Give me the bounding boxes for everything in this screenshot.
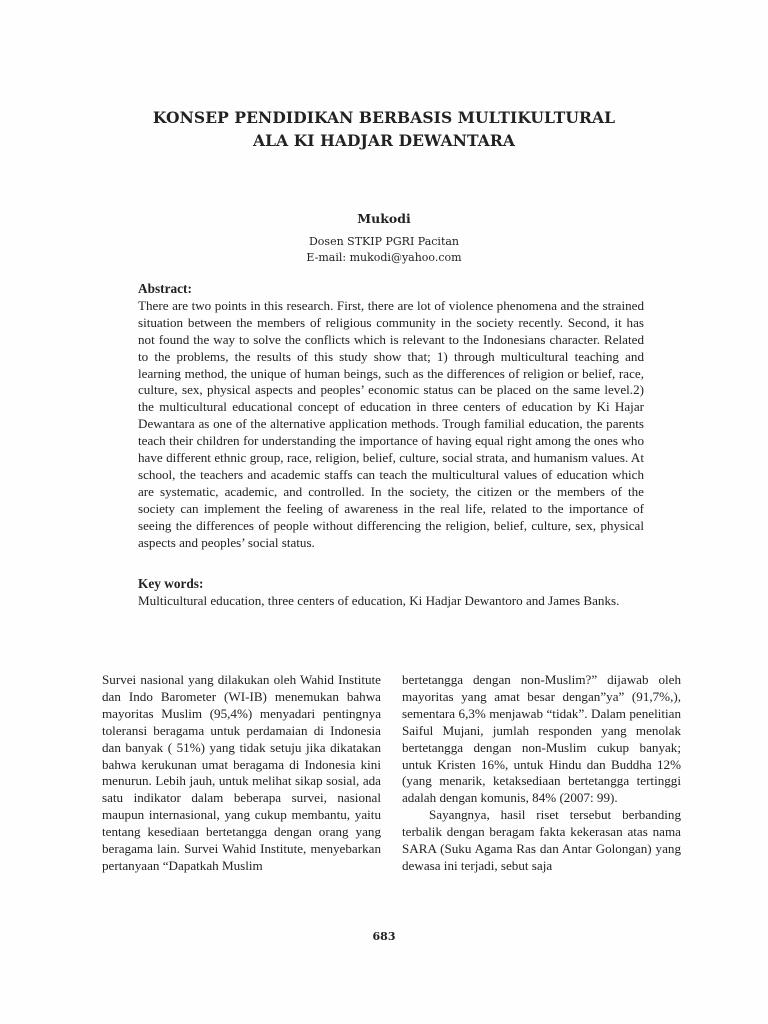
body-paragraph: Sayangnya, hasil riset tersebut berbanding terbalik dengan beragam fakta kekerasan atas nama SARA (Suku Agama Ras dan Antar Golongan) yang dewasa ini terjadi, sebut saja xyxy=(402,807,681,873)
paper-title-line-2: ALA KI HADJAR DEWANTARA xyxy=(252,131,515,150)
body-paragraph: bertetangga dengan non-Muslim?” dijawab oleh mayoritas yang amat besar dengan”ya” (91,7%,), sementara 6,3% menjawab “tidak”. Dalam penelitian Saiful Mujani, jumlah responden yang menolak bertetangga dengan non-Muslim cukup banyak; untuk Kristen 16%, untuk Hindu dan Buddha 12% (yang menarik, ketaksediaan bertetangga tertinggi adalah dengan komunis, 84% (2007: 99). xyxy=(402,672,681,806)
abstract-text: There are two points in this research. First, there are lot of violence phenomena and the strained situation between the members of religious community in the society recently. Second, it has not found the way to solve the conflicts which is relevant to the Indonesians character. Related to the problems, the results of this study show that; 1) through multicultural teaching and learning method, the unique of human beings, such as the differences of religion or belief, race, culture, sex, physical aspects and peoples’ economic status can be placed on the same level.2) the multicultural educational concept of education in three centers of education by Ki Hajar Dewantara as one of the alternative application methods. Trough familial education, the parents teach their children for understanding the importance of having equal right among the ones who have different ethnic group, race, religion, belief, culture, social strata, and humanism values. At school, the teachers and academic staffs can teach the multicultural values of education which are systematic, academic, and controlled. In the society, the citizen or the members of the society can implement the feeling of awareness in the real life, related to the importance of seeing the differences of people without differencing the religion, belief, culture, sex, physical aspects and peoples’ social status. xyxy=(138,297,644,550)
body-left-column xyxy=(102,672,381,875)
page-number: 683 xyxy=(372,930,396,943)
abstract-section xyxy=(138,281,644,552)
body-right-column xyxy=(402,672,681,875)
keywords-heading: Key words: xyxy=(138,576,204,591)
author-email: E-mail: mukodi@yahoo.com xyxy=(306,251,462,264)
abstract-heading: Abstract: xyxy=(138,281,192,296)
paper-title-line-1: KONSEP PENDIDIKAN BERBASIS MULTIKULTURAL xyxy=(152,108,616,127)
author-name: Mukodi xyxy=(357,211,411,226)
paper-title xyxy=(0,106,768,152)
keywords-section xyxy=(138,576,644,610)
author-affiliation-block xyxy=(0,234,768,266)
author-affiliation: Dosen STKIP PGRI Pacitan xyxy=(308,235,460,248)
body-paragraph: Survei nasional yang dilakukan oleh Wahid Institute dan Indo Barometer (WI-IB) menemukan bahwa mayoritas Muslim (95,4%) menyadari pentingnya toleransi beragama untuk perdamaian di Indonesia dan banyak ( 51%) yang tidak setuju jika dikatakan bahwa kerukunan umat beragama di Indonesia kini menurun. Lebih jauh, untuk melihat sikap sosial, ada satu indikator dalam beberapa survei, nasional maupun internasional, yang cukup membantu, yaitu tentang kesediaan bertetangga dengan orang yang beragama lain. Survei Wahid Institute, menyebarkan pertanyaan “Dapatkah Muslim xyxy=(102,672,381,873)
keywords-text: Multicultural education, three centers of education, Ki Hadjar Dewantoro and James Banks. xyxy=(138,592,620,608)
